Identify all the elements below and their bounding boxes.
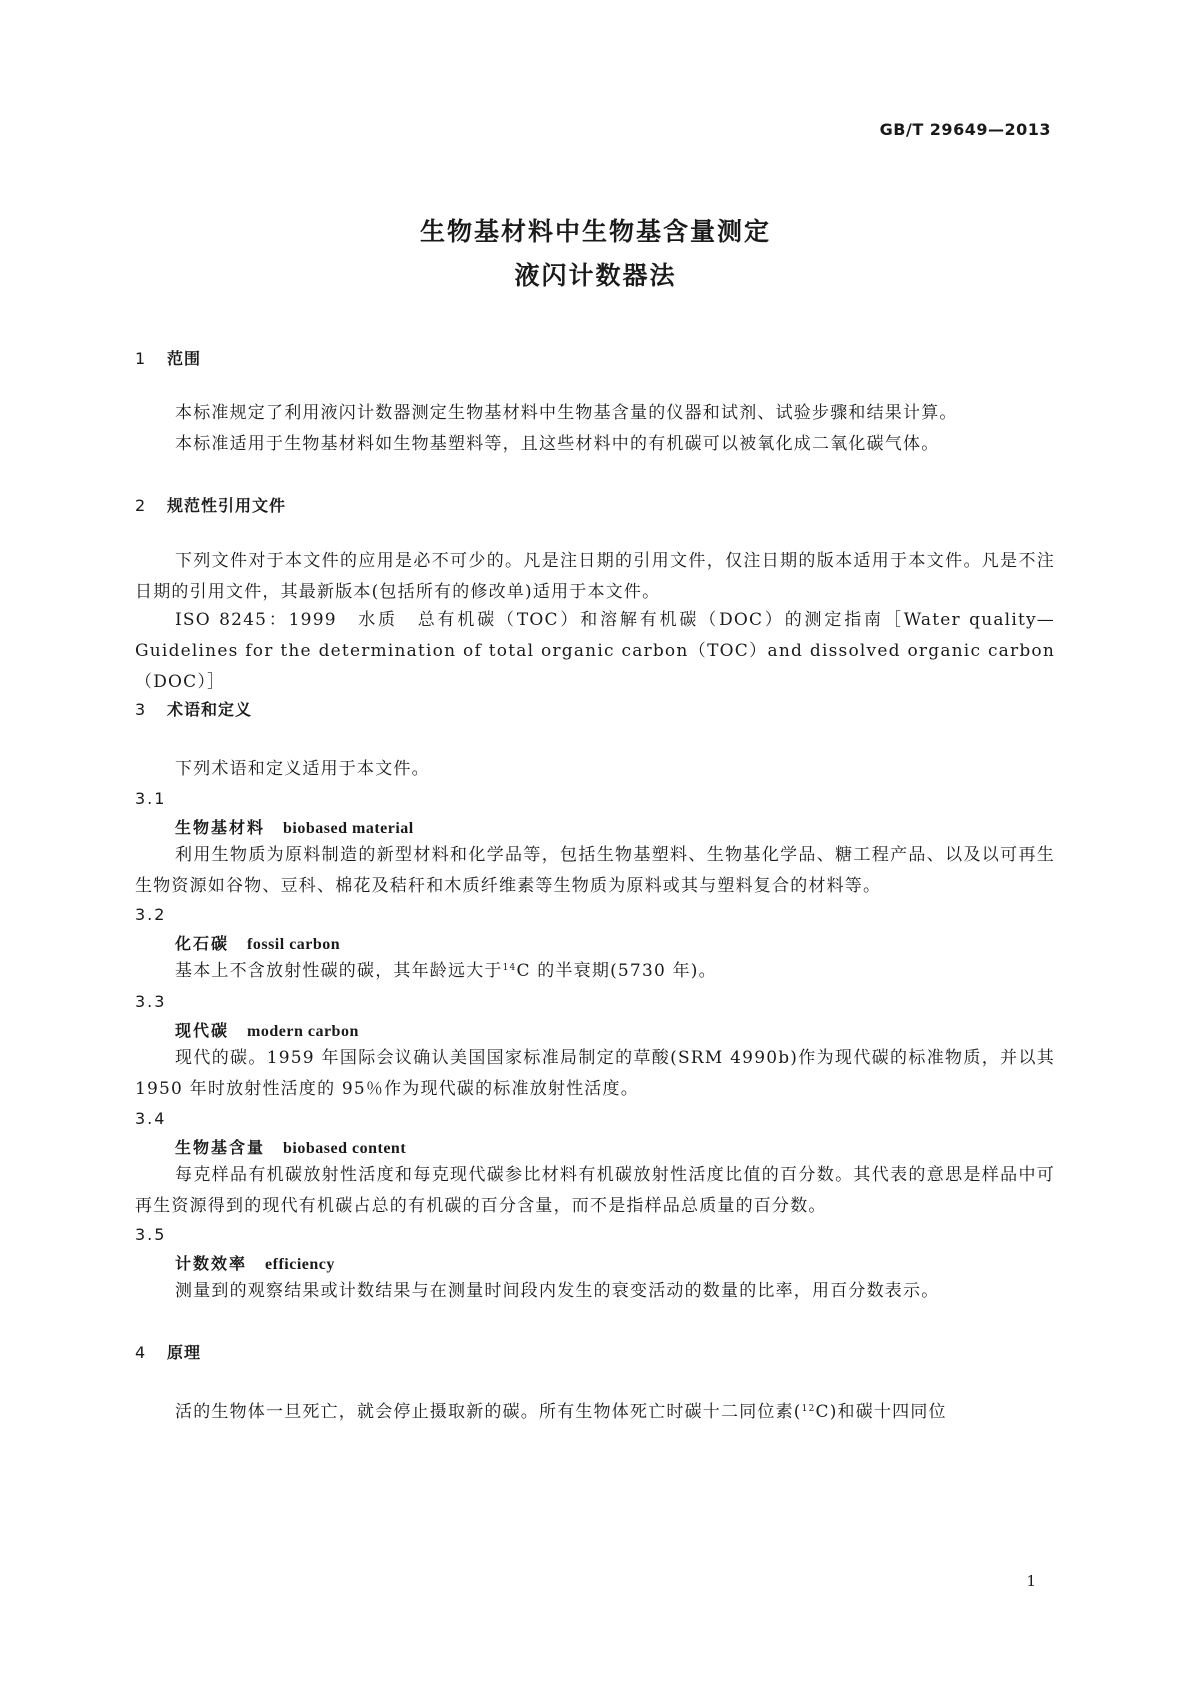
term-definition <box>135 956 1055 987</box>
term-name-zh: 化石碳 <box>175 934 230 953</box>
term-name <box>175 1018 359 1041</box>
document-subtitle: 液闪计数器法 <box>514 261 677 290</box>
section-title: 原理 <box>167 1343 202 1362</box>
definition-text: 基本上不含放射性碳的碳，其年龄远大于 <box>175 961 503 981</box>
term-name-en: fossil carbon <box>247 936 341 953</box>
section-1-paragraph-1: 本标准规定了利用液闪计数器测定生物基材料中生物基含量的仪器和试剂、试验步骤和结果计算。 <box>175 403 958 423</box>
section-3-heading <box>135 697 252 720</box>
term-definition: 利用生物质为原料制造的新型材料和化学品等，包括生物基塑料、生物基化学品、糖工程产品、以及以可再生生物资源如谷物、豆科、棉花及秸秆和木质纤维素等生物质为原料或其与塑料复合的材料等。 <box>135 845 1055 896</box>
section-4-paragraph-1 <box>135 1397 1055 1428</box>
term-number: 3.5 <box>135 1225 167 1244</box>
document-title: 生物基材料中生物基含量测定 <box>419 217 771 246</box>
definition-text: C 的半衰期(5730 年)。 <box>516 961 717 981</box>
term-name-en: efficiency <box>265 1256 335 1273</box>
term-name-en: modern carbon <box>247 1023 359 1040</box>
section-1-heading <box>135 346 201 369</box>
section-title: 范围 <box>167 349 202 368</box>
term-definition: 每克样品有机碳放射性活度和每克现代碳参比材料有机碳放射性活度比值的百分数。其代表的意思是样品中可再生资源得到的现代有机碳占总的有机碳的百分含量，而不是指样品总质量的百分数。 <box>135 1165 1055 1216</box>
paragraph-text: C)和碳十四同位 <box>815 1402 947 1422</box>
section-number: 3 <box>135 700 147 719</box>
section-title: 规范性引用文件 <box>167 496 287 515</box>
term-number: 3.3 <box>135 992 167 1011</box>
document-code: GB/T 29649—2013 <box>879 120 1051 139</box>
isotope-superscript: 12 <box>801 1404 816 1414</box>
section-number: 2 <box>135 496 147 515</box>
term-name-zh: 现代碳 <box>175 1021 230 1040</box>
section-2-reference: ISO 8245：1999 水质 总有机碳（TOC）和溶解有机碳（DOC）的测定指南［Water quality—Guidelines for the determination of total organic carbon（TOC）and dissolved organic carbon（DOC）］ <box>135 610 1055 692</box>
term-name <box>175 1135 406 1158</box>
term-name <box>175 1251 335 1274</box>
term-name-zh: 生物基材料 <box>175 818 266 837</box>
paragraph-text: 活的生物体一旦死亡，就会停止摄取新的碳。所有生物体死亡时碳十二同位素( <box>175 1402 802 1422</box>
section-number: 4 <box>135 1343 147 1362</box>
page-number: 1 <box>1026 1572 1036 1590</box>
section-3-intro: 下列术语和定义适用于本文件。 <box>175 759 430 779</box>
term-name-zh: 生物基含量 <box>175 1138 266 1157</box>
term-number: 3.4 <box>135 1109 167 1128</box>
term-name <box>175 815 414 838</box>
isotope-superscript: 14 <box>502 963 517 973</box>
section-4-heading <box>135 1340 201 1363</box>
section-2-heading <box>135 493 286 516</box>
section-2-paragraph-1: 下列文件对于本文件的应用是必不可少的。凡是注日期的引用文件，仅注日期的版本适用于本文件。凡是不注日期的引用文件，其最新版本(包括所有的修改单)适用于本文件。 <box>135 551 1055 602</box>
term-definition: 现代的碳。1959 年国际会议确认美国国家标准局制定的草酸(SRM 4990b)作为现代碳的标准物质，并以其 1950 年时放射性活度的 95％作为现代碳的标准放射性活度。 <box>135 1048 1055 1099</box>
term-number: 3.2 <box>135 905 167 924</box>
term-name-en: biobased material <box>283 820 414 837</box>
section-number: 1 <box>135 349 147 368</box>
section-1-paragraph-2: 本标准适用于生物基材料如生物基塑料等，且这些材料中的有机碳可以被氧化成二氧化碳气体。 <box>175 434 940 454</box>
section-title: 术语和定义 <box>167 700 253 719</box>
term-name-zh: 计数效率 <box>175 1254 248 1273</box>
term-definition: 测量到的观察结果或计数结果与在测量时间段内发生的衰变活动的数量的比率，用百分数表示。 <box>175 1281 940 1301</box>
term-name-en: biobased content <box>283 1140 407 1157</box>
term-name <box>175 931 340 954</box>
term-number: 3.1 <box>135 789 167 808</box>
